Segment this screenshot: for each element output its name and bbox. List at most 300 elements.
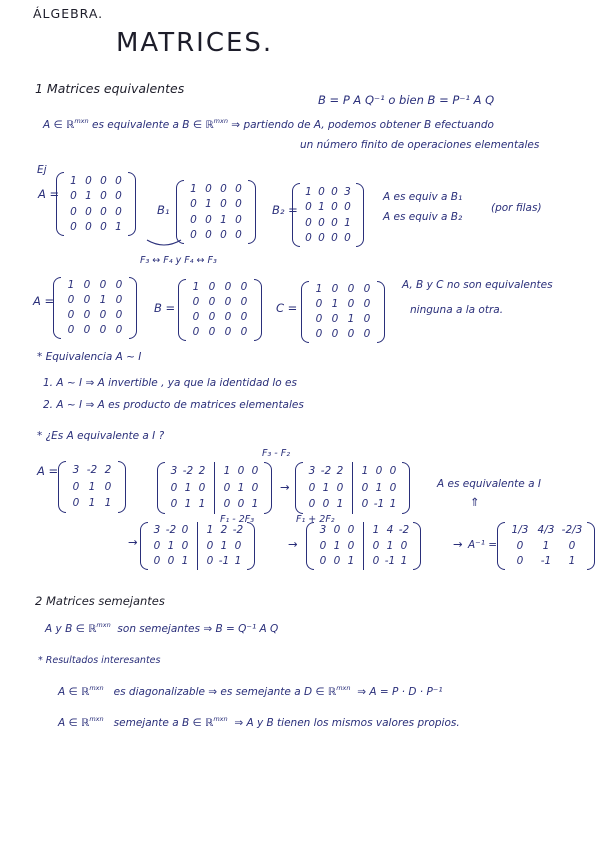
matrix-entry: 1 [372, 524, 380, 537]
matrix-entry: 0 [372, 539, 380, 552]
matrix-left-bracket [292, 183, 300, 247]
matrix-entry: 1 [315, 283, 323, 296]
matrix-row [369, 541, 411, 552]
equivalence-definition-cont: un número finito de operaciones elementales [300, 139, 540, 151]
matrix-entry: 0 [208, 326, 216, 339]
matrix-right-bracket [377, 281, 385, 343]
matrix-left-bracket [176, 180, 184, 244]
matrix-row [311, 314, 375, 325]
matrix-row [167, 466, 209, 477]
matrix-entry: 0 [83, 279, 91, 292]
matrix-left-bracket [295, 462, 303, 514]
matrix-right-bracket [129, 277, 137, 339]
matrix-entry: 0 [153, 539, 161, 552]
matrix-grid [64, 172, 128, 236]
matrix-entry: 1 [223, 465, 231, 478]
matrix-entry: 1 [389, 498, 397, 511]
matrix-A-ex2 [53, 277, 137, 339]
matrix-row [63, 310, 127, 321]
matrix-row [507, 556, 585, 567]
matrix-entry: -1 [218, 555, 230, 568]
matrix-entry: 0 [305, 232, 312, 244]
matrix-entry: 1 [99, 294, 107, 307]
matrix-entry: 0 [104, 480, 112, 493]
section2-title: 2 Matrices semejantes [35, 594, 165, 608]
matrix-entry: 0 [344, 201, 351, 213]
matrix-row [68, 482, 116, 493]
matrix-entry: -1 [384, 555, 396, 568]
row-op-1: F₃ - F₂ [262, 448, 291, 459]
matrix-row [316, 541, 358, 552]
matrix-entry: 0 [206, 555, 214, 568]
matrix-entry: 0 [235, 229, 242, 241]
result-equivalent-to-I: A es equivalente a I [437, 478, 541, 490]
matrix-entry: 0 [167, 555, 175, 568]
matrix-row [188, 327, 252, 338]
equivalence-definition: A ∈ ℝ$^{mxn}$ es equivalente a B ∈ ℝ$^{mxn}$ ⇒ partiendo de A, podemos obtener B efectuando [43, 117, 494, 131]
matrix-B1-label: B₁ [157, 203, 170, 217]
matrix-right-bracket [402, 462, 410, 514]
matrix-entry: 0 [115, 294, 123, 307]
matrix-row [167, 483, 209, 494]
equiv-property-2: 2. A ~ I ⇒ A es producto de matrices elementales [43, 399, 304, 411]
matrix-A-ex3 [58, 461, 126, 513]
matrix-entry: 0 [235, 213, 242, 226]
matrix-entry: 0 [305, 201, 312, 213]
matrix-entry: 2 [104, 464, 112, 477]
matrix-row [186, 199, 246, 210]
matrix-entry: 1 [333, 539, 341, 552]
matrix-entry: 1 [205, 198, 212, 210]
matrix-entry: 0 [205, 213, 212, 226]
equiv-property-1: 1. A ~ I ⇒ A invertible , ya que la identidad lo es [43, 377, 297, 389]
matrix-entry: 0 [240, 281, 248, 294]
matrix-grid [309, 281, 377, 343]
matrix-entry: 0 [235, 182, 242, 195]
matrix-right-bracket [356, 183, 364, 247]
matrix-entry: 3 [344, 185, 351, 198]
matrix-entry: 1 [318, 201, 325, 213]
matrix-entry: 1 [347, 313, 355, 326]
matrix-entry: 0 [99, 279, 107, 292]
arrow-2: → [128, 535, 138, 549]
matrix-entry: 0 [347, 328, 355, 341]
matrix-entry: -1 [373, 498, 385, 511]
matrix-entry: 1 [386, 539, 394, 552]
matrix-entry: 0 [205, 182, 212, 195]
matrix-entry: 0 [83, 294, 91, 307]
matrix-entry: 0 [318, 185, 325, 198]
matrix-entry: 0 [70, 190, 77, 202]
matrix-row [316, 525, 358, 536]
augmented-body [165, 462, 264, 514]
matrix-entry: 0 [223, 498, 231, 511]
augmented-matrix-1 [157, 462, 272, 514]
matrix-entry: 1 [361, 465, 369, 478]
arrow-4: → [453, 537, 463, 551]
matrix-entry: 0 [224, 296, 232, 309]
matrix-entry: 0 [372, 555, 380, 568]
matrix-A2-label: A = [33, 294, 55, 308]
matrix-grid [218, 462, 264, 514]
matrix-entry: 0 [319, 539, 327, 552]
matrix-row [68, 498, 116, 509]
equiv-identity-title: * Equivalencia A ~ I [37, 351, 142, 363]
matrix-B-ex2 [178, 279, 262, 341]
matrix-entry: 0 [208, 296, 216, 309]
arrow-3: → [288, 537, 298, 551]
note-equiv-B1: A es equiv a B₁ [383, 191, 463, 203]
matrix-row [203, 541, 245, 552]
matrix-row [186, 215, 246, 226]
matrix-entry: 0 [319, 555, 327, 568]
augmented-matrix-2 [295, 462, 410, 514]
matrix-entry: 0 [347, 539, 355, 552]
matrix-row [220, 466, 262, 477]
matrix-entry: 0 [318, 232, 325, 244]
matrix-entry: 1 [190, 182, 197, 195]
matrix-entry: 1 [181, 555, 189, 568]
matrix-right-bracket [128, 172, 136, 236]
matrix-row [302, 187, 354, 198]
equiv-question: * ¿Es A equivalente a I ? [37, 430, 165, 442]
matrix-entry: 0 [237, 465, 245, 478]
matrix-entry: 0 [72, 480, 80, 493]
matrix-grid [186, 279, 254, 341]
matrix-entry: 0 [70, 221, 77, 233]
matrix-entry: -2 [165, 524, 177, 537]
matrix-row [507, 541, 585, 552]
example-label: Ej [37, 164, 47, 176]
matrix-grid [356, 462, 402, 514]
augmented-divider [214, 462, 215, 514]
matrix-row [358, 499, 400, 510]
matrix-entry: 0 [308, 498, 316, 511]
matrix-entry: 2 [336, 465, 344, 478]
matrix-row [302, 202, 354, 213]
matrix-entry: 4/3 [537, 524, 555, 537]
matrix-entry: 0 [85, 205, 92, 218]
augmented-body [303, 462, 402, 514]
matrix-entry: 0 [361, 481, 369, 494]
matrix-row [316, 556, 358, 567]
matrix-entry: 0 [67, 309, 75, 322]
matrix-right-bracket [118, 461, 126, 513]
matrix-entry: 3 [319, 524, 327, 537]
matrix-entry: 0 [315, 298, 323, 311]
result-implied-arrow: ⇑ [470, 495, 480, 509]
matrix-A-label: A = [38, 187, 60, 201]
matrix-entry: 3 [308, 465, 316, 478]
matrix-entry: 1 [115, 221, 122, 233]
matrix-left-bracket [56, 172, 64, 236]
matrix-row [68, 465, 116, 476]
matrix-entry: 1 [344, 216, 351, 229]
matrix-entry: 0 [344, 232, 351, 244]
matrix-entry: 0 [100, 190, 107, 202]
augmented-divider [197, 522, 198, 570]
matrix-entry: 0 [181, 524, 189, 537]
matrix-entry: 1 [167, 539, 175, 552]
matrix-entry: 0 [389, 481, 397, 494]
matrix-right-bracket [248, 180, 256, 244]
matrix-entry: 0 [251, 465, 259, 478]
matrix-row [66, 222, 126, 233]
matrix-entry: 2 [198, 465, 206, 478]
section1-title: 1 Matrices equivalentes [35, 81, 185, 96]
matrix-row [305, 483, 347, 494]
matrix-row [305, 466, 347, 477]
matrix-row [150, 525, 192, 536]
matrix-entry: 0 [99, 324, 107, 337]
matrix-row [186, 184, 246, 195]
matrix-left-bracket [157, 462, 165, 514]
matrix-row [302, 233, 354, 244]
matrix-grid [61, 277, 129, 339]
arrow-1: → [280, 480, 290, 494]
matrix-left-bracket [301, 281, 309, 343]
matrix-entry: 0 [224, 311, 232, 324]
matrix-entry: 1 [336, 498, 344, 511]
matrix-entry: 0 [237, 498, 245, 511]
matrix-entry: 0 [85, 174, 92, 187]
matrix-entry: 1 [104, 497, 112, 510]
matrix-row [63, 280, 127, 291]
matrix-entry: 0 [308, 481, 316, 494]
matrix-entry: 0 [315, 328, 323, 341]
matrix-row [150, 556, 192, 567]
matrix-C-ex2 [301, 281, 385, 343]
matrix-entry: 3 [170, 465, 178, 478]
matrix-entry: 1 [220, 213, 227, 226]
matrix-entry: 0 [115, 279, 123, 292]
matrix-entry: 0 [190, 213, 197, 226]
row-op-3: F₁ + 2F₂ [296, 514, 335, 525]
matrix-grid [66, 461, 118, 513]
matrix-entry: 0 [198, 481, 206, 494]
matrix-entry: 0 [100, 174, 107, 187]
matrix-row [311, 284, 375, 295]
matrix-entry: -2 [86, 464, 98, 477]
matrix-entry: 0 [67, 324, 75, 337]
matrix-entry: 1 [375, 481, 383, 494]
matrix-entry: 1 [542, 539, 550, 552]
matrix-entry: 0 [333, 555, 341, 568]
matrix-entry: 2 [220, 524, 228, 537]
matrix-entry: 0 [333, 524, 341, 537]
matrix-entry: 1 [67, 279, 75, 292]
note-not-equivalent: A, B y C no son equivalentes [402, 279, 553, 291]
matrix-entry: -2/3 [561, 524, 583, 537]
matrix-entry: 1 [322, 481, 330, 494]
inverse-label: A⁻¹ = [468, 539, 498, 551]
matrix-entry: 0 [190, 229, 197, 241]
matrix-entry: 0 [72, 497, 80, 510]
matrix-entry: -2 [320, 465, 332, 478]
matrix-row [167, 499, 209, 510]
matrix-entry: 0 [347, 298, 355, 311]
matrix-entry: 0 [331, 313, 339, 326]
matrix-left-bracket [53, 277, 61, 339]
matrix-entry: 0 [318, 216, 325, 229]
matrix-entry: 0 [170, 498, 178, 511]
matrix-entry: 0 [83, 324, 91, 337]
matrix-entry: 1 [88, 497, 96, 510]
matrix-entry: 0 [347, 524, 355, 537]
matrix-grid [314, 522, 360, 570]
matrix-row [66, 207, 126, 218]
matrix-entry: 0 [115, 324, 123, 337]
matrix-entry: 0 [331, 185, 338, 198]
matrix-grid [300, 183, 356, 247]
matrix-entry: 0 [400, 539, 408, 552]
matrix-C-label: C = [276, 301, 298, 315]
matrix-entry: 0 [331, 216, 338, 229]
matrix-grid [303, 462, 349, 514]
matrix-entry: 1 [400, 555, 408, 568]
matrix-row [66, 176, 126, 187]
augmented-matrix-3 [140, 522, 255, 570]
matrix-B2 [292, 183, 364, 247]
matrix-entry: 0 [322, 498, 330, 511]
matrix-row [311, 329, 375, 340]
matrix-entry: 1 [88, 480, 96, 493]
matrix-entry: 0 [240, 326, 248, 339]
matrix-entry: 0 [115, 309, 123, 322]
matrix-entry: 0 [331, 201, 338, 213]
matrix-right-bracket [247, 522, 255, 570]
matrix-right-bracket [254, 279, 262, 341]
matrix-row [150, 541, 192, 552]
matrix-grid [148, 522, 194, 570]
matrix-entry: 0 [192, 296, 200, 309]
matrix-entry: 4 [386, 524, 394, 537]
matrix-row [358, 483, 400, 494]
matrix-row [63, 295, 127, 306]
matrix-entry: 1 [237, 481, 245, 494]
matrix-entry: 0 [224, 281, 232, 294]
matrix-entry: 0 [181, 539, 189, 552]
matrix-A-ex1 [56, 172, 136, 236]
matrix-A3-label: A = [37, 464, 59, 478]
matrix-entry: 1 [206, 524, 214, 537]
matrix-entry: 0 [99, 309, 107, 322]
matrix-B1 [176, 180, 256, 244]
matrix-entry: 0 [170, 481, 178, 494]
matrix-left-bracket [497, 522, 505, 570]
matrix-row [63, 325, 127, 336]
matrix-entry: 0 [336, 481, 344, 494]
matrix-entry: 3 [153, 524, 161, 537]
matrix-entry: 0 [67, 294, 75, 307]
matrix-left-bracket [178, 279, 186, 341]
matrix-entry: 1 [70, 174, 77, 187]
augmented-body [314, 522, 413, 570]
augmented-matrix-4 [306, 522, 421, 570]
matrix-entry: 0 [100, 205, 107, 218]
matrix-right-bracket [413, 522, 421, 570]
page-title: MATRICES. [116, 28, 274, 58]
matrix-entry: -2 [398, 524, 410, 537]
matrix-grid [184, 180, 248, 244]
note-not-equivalent-cont: ninguna a la otra. [410, 304, 504, 316]
matrix-entry: -1 [540, 555, 552, 568]
matrix-row [203, 525, 245, 536]
matrix-row [220, 483, 262, 494]
matrix-entry: 0 [305, 216, 312, 229]
matrix-entry: 0 [115, 190, 122, 202]
matrix-entry: 0 [363, 313, 371, 326]
matrix-entry: 0 [375, 465, 383, 478]
matrix-entry: 0 [331, 283, 339, 296]
matrix-row [188, 282, 252, 293]
matrix-entry: 0 [85, 221, 92, 233]
note-equiv-B2: A es equiv a B₂ [383, 211, 463, 223]
row-op-arrow [145, 236, 183, 250]
matrix-right-bracket [264, 462, 272, 514]
matrix-left-bracket [58, 461, 66, 513]
matrix-entry: 0 [347, 283, 355, 296]
matrix-grid [201, 522, 247, 570]
matrix-row [66, 191, 126, 202]
similarity-definition: A y B ∈ ℝ$^{mxn}$ son semejantes ⇒ B = Q⁻¹ A Q [45, 621, 279, 635]
matrix-entry: 1 [192, 281, 200, 294]
matrix-entry: 1/3 [511, 524, 529, 537]
matrix-entry: 0 [315, 313, 323, 326]
matrix-entry: 0 [100, 221, 107, 233]
matrix-entry: 0 [208, 311, 216, 324]
matrix-row [203, 556, 245, 567]
matrix-entry: 1 [85, 190, 92, 202]
matrix-entry: 0 [190, 198, 197, 210]
matrix-entry: 0 [251, 481, 259, 494]
matrix-entry: 0 [206, 539, 214, 552]
matrix-entry: 0 [192, 326, 200, 339]
matrix-entry: 0 [83, 309, 91, 322]
matrix-entry: 1 [568, 555, 576, 568]
matrix-row [186, 230, 246, 241]
matrix-grid [505, 522, 587, 570]
augmented-body [148, 522, 247, 570]
matrix-entry: 0 [115, 174, 122, 187]
matrix-B2-label: B₂ = [272, 203, 298, 217]
augmented-divider [363, 522, 364, 570]
matrix-entry: 0 [224, 326, 232, 339]
matrix-entry: 1 [184, 481, 192, 494]
matrix-entry: 0 [208, 281, 216, 294]
matrix-entry: 0 [153, 555, 161, 568]
matrix-row [369, 525, 411, 536]
matrix-entry: 0 [363, 298, 371, 311]
equivalence-formula: B = P A Q⁻¹ o bien B = P⁻¹ A Q [318, 93, 495, 107]
matrix-entry: 1 [234, 555, 242, 568]
matrix-A-inverse [497, 522, 595, 570]
matrix-grid [165, 462, 211, 514]
matrix-entry: 0 [516, 539, 524, 552]
matrix-entry: 0 [363, 283, 371, 296]
matrix-entry: 0 [240, 311, 248, 324]
matrix-entry: 0 [516, 555, 524, 568]
matrix-entry: 1 [347, 555, 355, 568]
matrix-entry: 0 [205, 229, 212, 241]
result-eigenvalues: A ∈ ℝ$^{mxn}$ semejante a B ∈ ℝ$^{mxn}$ ⇒ A y B tienen los mismos valores propios. [58, 715, 460, 729]
matrix-row [220, 499, 262, 510]
matrix-entry: 0 [363, 328, 371, 341]
matrix-B-label: B = [154, 301, 176, 315]
matrix-entry: 0 [220, 229, 227, 241]
matrix-row [311, 299, 375, 310]
matrix-row [358, 466, 400, 477]
